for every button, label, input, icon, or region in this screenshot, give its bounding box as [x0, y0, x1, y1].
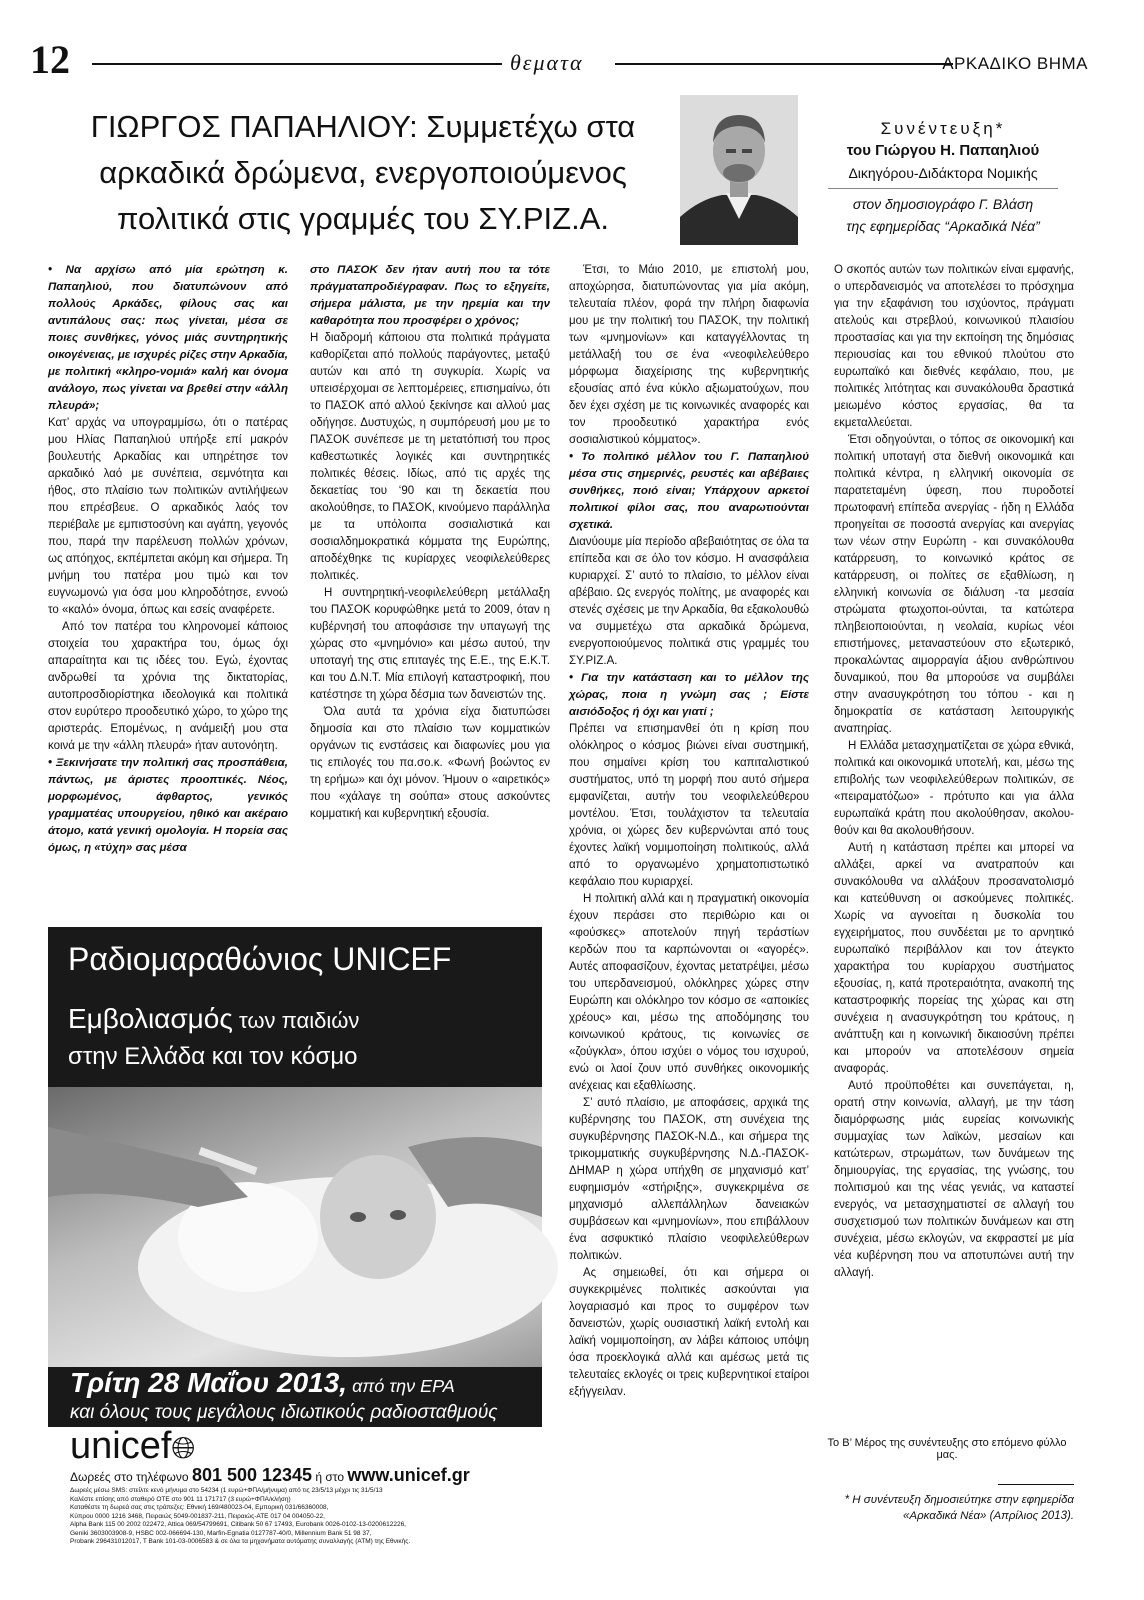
- article-column-2: [310, 262, 550, 912]
- section-name: θεματα: [510, 50, 584, 75]
- answer-paragraph: Η συντηρητική-νεοφιλελεύθερη μετάλλαξη του ΠΑΣΟΚ κορυφώθηκε μετά το 2009, όταν η κυβέρνησή του αποφάσισε την υπαγωγή της χώρας στο «μνημόνιο» και μέσω αυτού, την υποταγή της στις επιταγές της Ε.Ε., της Ε.Κ.Τ. και του Δ.Ν.Τ. Μία επιλογή καταστροφική, που κατέστησε τη χώρα δέσμια των δανειστών της.: [310, 587, 550, 701]
- headline-line-3: πολιτικά στις γραμμές του ΣΥ.ΡΙΖ.Α.: [117, 201, 609, 236]
- answer-paragraph: Η Ελλάδα μετασχηματίζεται σε χώρα εθνικά, πολιτικά και οικονομικά υποτελή, και, μέσω της επιβολής των νεοφιλελεύθερων πολιτικών, σε «πειραματόζωο» - πρότυπο και για άλλα ευρωπαϊκά κράτη που ακολούθησαν, ακολου-θούν και θα ακολουθήσουν.: [834, 740, 1074, 837]
- answer-paragraph: Από τον πατέρα του κληρονομεί κάποιος στοιχεία του χαρακτήρα του, όμως όχι απαραίτητα και τις ιδέες του. Εγώ, έχοντας ανδρωθεί τα χρόνια της δικτατορίας, αυτοπροσδιορίστηκα ιδεολογικά και πολιτικά στον ευρύτερο προοδευτικό χώρο, το χώρο της αριστεράς. Επομένως, η ανάμειξή μου στα κοινά με την «άλλη πλευρά» ήταν αυτονόητη.: [48, 621, 288, 752]
- answer-paragraph: Ο σκοπός αυτών των πολιτικών είναι εμφανής, ο υπερδανεισμός να αποτελέσει το πρόσχημα για την εξαφάνιση του ισχύοντος, πράγματι ατελούς και στρεβλού, κοινωνικού πλαισίου προστασίας και για την εκποίηση της δημόσιας περιουσίας και του εθνικού πλούτου στο ευρωπαϊκό και διεθνές κεφάλαιο, που, με πολιτικές λιτότητας και συνακόλουθα δραστικά μειωμένο κόστος εργασίας, θα τα εκμεταλλεύεται.: [834, 264, 1074, 429]
- headline: [78, 104, 648, 242]
- footnote: * Η συνέντευξη δημοσιεύτηκε στην εφημερίδα «Αρκαδικά Νέα» (Απρίλιος 2013).: [844, 1494, 1074, 1522]
- header-rule-left: [92, 63, 502, 65]
- question-2: • Ξεκινήσατε την πολιτική σας προσπάθεια, πάντως, με άριστες προοπτικές. Νέος, μορφωμένος, άφθαρτος, γενικός γραμματέας υπουργείου, ηθικό και ακέραιο άτομο, κατά γενική ομολογία. Η πορεία σας όμως, η «τύχη» σας μέσα: [48, 757, 288, 854]
- ad-phone-line: Δωρεές στο τηλέφωνο 801 500 12345 ή στο www.unicef.gr: [70, 1465, 470, 1485]
- answer-paragraph: Η πολιτική αλλά και η πραγματική οικονομία έχουν περάσει στο περιθώριο και οι «φούσκες» αποτελούν πηγή τεράστίων κερδών που τα καρπώνονται οι «αγορές». Αυτές αποφασίζουν, έχοντας μετατρέψει, μέσω του υπερδανεισμού, ολόκληρες χώρες στην Ευρώπη και ολόκληρο τον κόσμο σε «αποικίες χρέους» και, μέσω της αποδόμησης του κοινωνικού κράτους, τις κοινωνίες σε «ζούγκλα», όπου ισχύει ο νόμος του ισχυρού, ενώ οι λαοί ζουν υπό συνθήκες οικονομικής ανέχειας και εξαθλίωσης.: [569, 893, 809, 1092]
- question-3: • Το πολιτικό μέλλον του Γ. Παπαηλιού μέσα στις σημερινές, ρευστές και αβέβαιες συνθήκες, ποιό είναι; Υπάρχουν αρκετοί πολιτικοί φίλοι σας, που αναρωτιούνται σχετικά.: [569, 451, 809, 531]
- portrait-photo: [680, 95, 798, 245]
- byline: [808, 118, 1078, 237]
- article-column-4: [834, 262, 1074, 1422]
- answer-paragraph: Ας σημειωθεί, ότι και σήμερα οι συγκεκριμένες πολιτικές ασκούνται για λογαριασμό και προς το συμφέρον των δανειστών, χωρίς ουσιαστική λαϊκή εντολή και λαϊκή νομιμοποίηση, αν λάβει κάποιος υπόψη όσα προεκλογικά αλλά και αμέσως μετά τις τελευταίες εκλογές οι τρεις κυβερνητικοί εταίροι εξήγγειλαν.: [569, 1267, 809, 1398]
- ad-donation-details: Δωρεές μέσω SMS: στείλτε κενό μήνυμα στο 54234 (1 ευρώ+ΦΠΑ/μήνυμα) από τις 23/5/13 μέχρι τις 31/5/13 Καλέστε επίσης από σταθερό ΟΤΕ στο 901 11 171717 (3 ευρώ+ΦΠΑ/κλήση) Καταθέστε τη δωρεά σας στις τράπεζες: Εθνική 169/480023-04, Εμπορική 031/66360008, Κύπρου 0000 1216 3468, Πειραιώς 5049-001837-211, Πειραιώς-ATE 017 04 004050-22, Alpha Bank 115 00 2002 022472, Attica 069/54799691, Citibank 50 67 17493, Eurobank 0026-0102-13-0200612226, Geniki 3603003908-9, HSBC 002-066694-130, Marfin-Egnatia 0127787-40/0, Millennium Bank 51 98 37, Probank 296431012017, T Bank 101-03-0006583 & σε όλα τα μηχανήματα αυτόματης συναλλαγής (ATM) της Εθνικής.: [70, 1487, 411, 1545]
- unicef-advertisement: [48, 927, 542, 1545]
- question-2-cont: στο ΠΑΣΟΚ δεν ήταν αυτή που τα τότε πράγματαπροδιέγραφαν. Πως το εξηγείτε, σήμερα μάλιστα, με την ηρεμία και την καθαρότητα που προσφέρει ο χρόνος;: [310, 264, 550, 327]
- article-column-1: [48, 262, 288, 912]
- page-number: 12: [30, 37, 70, 82]
- globe-icon: 🌐︎: [171, 1432, 196, 1465]
- newspaper-name: ΑΡΚΑΔΙΚΟ ΒΗΜΑ: [942, 54, 1088, 73]
- byline-divider: [828, 188, 1058, 189]
- ad-subtitle-1: Εμβολιασμός των παιδιών: [68, 1003, 360, 1034]
- answer-paragraph: Διανύουμε μία περίοδο αβεβαιότητας σε όλα τα επίπεδα και σε όλο τον κόσμο. Η ανασφάλεια κυριαρχεί. Σ’ αυτό το πλαίσιο, το μέλλον είναι αβέβαιο. Ως ενεργός πολίτης, με αναφορές και στενές σχέσεις με την Αρκαδία, θα εξακολουθώ να συμμετέχω στα αρκαδικά δρώμενα, ενεργοποιούμενος πολιτικά στις γραμμές του ΣΥ.ΡΙΖ.Α.: [569, 536, 809, 667]
- ad-date-line-2: και όλους τους μεγάλους ιδιωτικούς ραδιοσταθμούς: [70, 1402, 498, 1423]
- answer-paragraph: Η διαδρομή κάποιου στα πολιτικά πράγματα καθορίζεται από πολλούς παράγοντες, μεταξύ αυτών και από τη συγκυρία. Χωρίς να υπεισέρχομαι σε λεπτομέρειες, επισημαίνω, ότι το ΠΑΣΟΚ από αλλού ξεκίνησε και αλλού μας οδήγησε. Δυστυχώς, η συμπόρευσή μου με το ΠΑΣΟΚ συνέπεσε με τη μετατόπισή του προς καθεστωτικές λογικές και συντηρητικές πολιτικές θέσεις. Ιδίως, από τις αρχές της δεκαετίας του ‘90 και τη δεκαετία που ακολούθησε, το ΠΑΣΟΚ, κινούμενο παράλληλα με τα υπόλοιπα σοσιαλιστικά και σοσιαλδημοκρατικά κόμματα της Ευρώπης, αποδέχθηκε τις κυρίαρχες νεοφιλελεύθερες πολιτικές.: [310, 332, 550, 582]
- byline-newspaper: της εφημερίδας “Αρκαδικά Νέα”: [846, 218, 1040, 234]
- question-1: • Να αρχίσω από μία ερώτηση κ. Παπαηλιού, που διατυπώνουν από πολλούς Αρκάδες, φίλους σας και αντιπάλους σας: πως γίνεται, μέσα σε ποιες συνθήκες, γόνος μιάς συντηρητικής οικογένειας, με ισχυρές ρίζες στην Αρκαδία, με πολιτική «κληρο-νομιά» καλή και όνομα ανάλογο, πως γίνεται να βρεθεί στην «άλλη πλευρά»;: [48, 264, 288, 412]
- answer-paragraph: Όλα αυτά τα χρόνια είχα διατυπώσει δημοσία και στο πλαίσιο των κομματικών οργάνων τις ενστάσεις και διαφωνίες μου για τις επιλογές του πα.σο.κ. «Φωνή βοώντος εν τη ερήμω» και όχι μόνον. Ήμουν ο «αιρετικός» που «χάλαγε τη σούπα» στους ασκούντες κομματική και κυβερνητική εξουσία.: [310, 706, 550, 820]
- continued-note: Το Β’ Μέρος της συνέντευξης στο επόμενο φύλλο μας.: [827, 1437, 1067, 1461]
- byline-title: Δικηγόρου-Διδάκτορα Νομικής: [848, 165, 1038, 181]
- question-4: • Για την κατάσταση και το μέλλον της χώρας, ποια η γνώμη σας ; Είστε αισιόδοξος ή όχι και γιατί ;: [569, 672, 809, 718]
- byline-label: Συνέντευξη*: [880, 119, 1006, 138]
- headline-line-2: αρκαδικά δρώμενα, ενεργοποιούμενος: [99, 155, 627, 190]
- byline-journalist: στον δημοσιογράφο Γ. Βλάση: [852, 196, 1034, 212]
- ad-date: Τρίτη 28 Μαΐου 2013, από την ΕΡΑ: [70, 1367, 455, 1398]
- answer-paragraph: Αυτό προϋποθέτει και συνεπάγεται, η, ορατή στην κοινωνία, αλλαγή, με την τάση διαμόρφωσης μιάς ευρείας κοινωνικής συμμαχίας των λαϊκών, μεσαίων και κατώτερων, στρωμάτων, των δυνάμεων της δημιουργίας, της εργασίας, της γνώσης, του πολιτισμού και της νέας γενιάς, να καταστεί ενεργός, να μετασχηματιστεί σε αλλαγή του συσχετισμού των πολιτικών δυνάμεων και στη συνέχεια, μέσω εκλογών, να εκφραστεί με μία νέα κυβέρνηση που να αποτυπώνει αυτή την αλλαγή.: [834, 1080, 1074, 1279]
- header-rule-right: [615, 63, 953, 65]
- byline-author: του Γιώργου Η. Παπαηλιού: [846, 142, 1040, 159]
- article-column-3: [569, 262, 809, 1537]
- headline-line-1: ΓΙΩΡΓΟΣ ΠΑΠΑΗΛΙΟΥ: Συμμετέχω στα: [90, 109, 636, 144]
- unicef-logo: unicef🌐︎: [70, 1425, 196, 1467]
- footnote-rule: [998, 1484, 1074, 1485]
- answer-paragraph: Σ’ αυτό πλαίσιο, με αποφάσεις, αρχικά της κυβέρνησης του ΠΑΣΟΚ, στη συνέχεια της συγκυβέρνησης ΠΑΣΟΚ-Ν.Δ., και σήμερα της τρικομματικής συγκυβέρνησης Ν.Δ.-ΠΑΣΟΚ-ΔΗΜΑΡ η χώρα υπήχθη σε μηχανισμό κατ’ ευφημισμόν «στήριξης», συγκεκριμένα σε μηχανισμό αλλεπάλληλων δανειακών συμβάσεων και «μνημονίων», που επιβάλλουν ένα ασφυκτικό πλαίσιο νεοφιλελεύθερων πολιτικών.: [569, 1097, 809, 1262]
- answer-paragraph: Έτσι οδηγούνται, ο τόπος σε οικονομική και πολιτική υποταγή στα διεθνή οικονομικά και πολιτικά κέντρα, η ελληνική οικονομία σε παρατεταμένη ύφεση, που πυροδοτεί πρωτοφανή επίπεδα ανεργίας - ήδη η Ελλάδα προηγείται σε ποσοστά ανεργίας και ανεργίας των νέων στην Ευρώπη - και συνακόλουθα κατάρρευση, το κοινωνικό κράτος σε κατάρρευση, οι πολίτες σε εξαθλίωση, η ελληνική κοινωνία σε διάλυση -τα μεσαία στρώματα φτωχοποι-ούνται, τα κατώτερα πληβειοποιούνται, η νεολαία, κυρίως νέοι επιστήμονες, μεταναστεύουν στο εξωτερικό, προκαλώντας αιμορραγία άξιου ανθρώπινου δυναμικού, που θα μπορούσε να συμβάλει στην ανασυγκρότηση του τόπου - και η δημοκρατία σε κατάσταση λειτουργικής αναπηρίας.: [834, 434, 1074, 735]
- answer-paragraph: Αυτή η κατάσταση πρέπει και μπορεί να αλλάξει, αρκεί να ανατραπούν και συνακόλουθα να αλλάξουν προσανατολισμό και κατεύθυνση οι ασκούμενες πολιτικές. Χωρίς να αγνοείται η δυσκολία του εγχειρήματος, που συνδέεται με το αρνητικό ευρωπαϊκό περιβάλλον και τον άτεγκτο χαρακτήρα του κυρίαρχου συστήματος εξουσίας, η, κατά προτεραιότητα, ανακοπή της καταστροφικής πορείας της χώρας και στη συνέχεια η ανασυγκρότηση του κράτους, η ανάπτυξη και η κοινωνική δικαιοσύνη πρέπει και μπορούν να αποτελέσουν σημεία αναφοράς.: [834, 842, 1074, 1075]
- baby-vaccination-photo: [48, 1087, 542, 1367]
- answer-paragraph: Έτσι, το Μάιο 2010, με επιστολή μου, αποχώρησα, διατυπώνοντας για μία ακόμη, τελευταία πλέον, φορά την πλήρη διαφωνία μου με την πολιτική του ΠΑΣΟΚ, την πολιτική των «μνημονίων» και καταγγέλλοντας τη μετάλλαξή του σε ένα «νεοφιλελεύθερο μόρφωμα διαχείρισης της κυβερνητικής εξουσίας από ένα κύκλο αξιωματούχων, που δεν έχει σχέση με τις κοινωνικές αναφορές και τον προοδευτικό χαρακτήρα ενός σοσιαλιστικού κόμματος».: [569, 264, 809, 446]
- answer-paragraph: Πρέπει να επισημανθεί ότι η κρίση που ολόκληρος ο κόσμος βιώνει είναι συστημική, που σημαίνει κρίση του καπιταλιστικού συστήματος, υπό τη μορφή που αυτό σήμερα εμφανίζεται, αυτήν του νεοφιλελεύθερου μοντέλου. Έτσι, τουλάχιστον τα τελευταία χρόνια, οι χώρες δεν κυβερνώνται από τους έχοντες λαϊκή νομιμοποίηση πολιτικούς, αλλά από το οργανωμένο χρηματοπιστωτικό κεφάλαιο που κυριαρχεί.: [569, 723, 809, 888]
- ad-title: Ραδιομαραθώνιος UNICEF: [68, 941, 452, 977]
- answer-paragraph: Κατ’ αρχάς να υπογραμμίσω, ότι ο πατέρας μου Ηλίας Παπαηλιού υπήρξε επί μακρόν βουλευτής Αρκαδίας και υπηρέτησε τον αρκαδικό λαό με συνέπεια, σεμνότητα και ήθος, στο πλαίσιο των πολιτικών αντιλήψεων που επρέσβευε. Ο αρκαδικός λαός τον περιέβαλε με εμπιστοσύνη και αγάπη, γεγονός που, παρά την παρέλευση πολλών χρόνων, ως απόηχος, εκπέμπεται ακόμη και σήμερα. Τη μνήμη του πατέρα μου τιμώ και τον ευγνωμονώ για όσα μου κληροδότησε, εννοώ το «καλό» όνομα, όπως και εσείς αναφέρετε.: [48, 417, 288, 616]
- ad-subtitle-2: στην Ελλάδα και τον κόσμο: [68, 1043, 358, 1070]
